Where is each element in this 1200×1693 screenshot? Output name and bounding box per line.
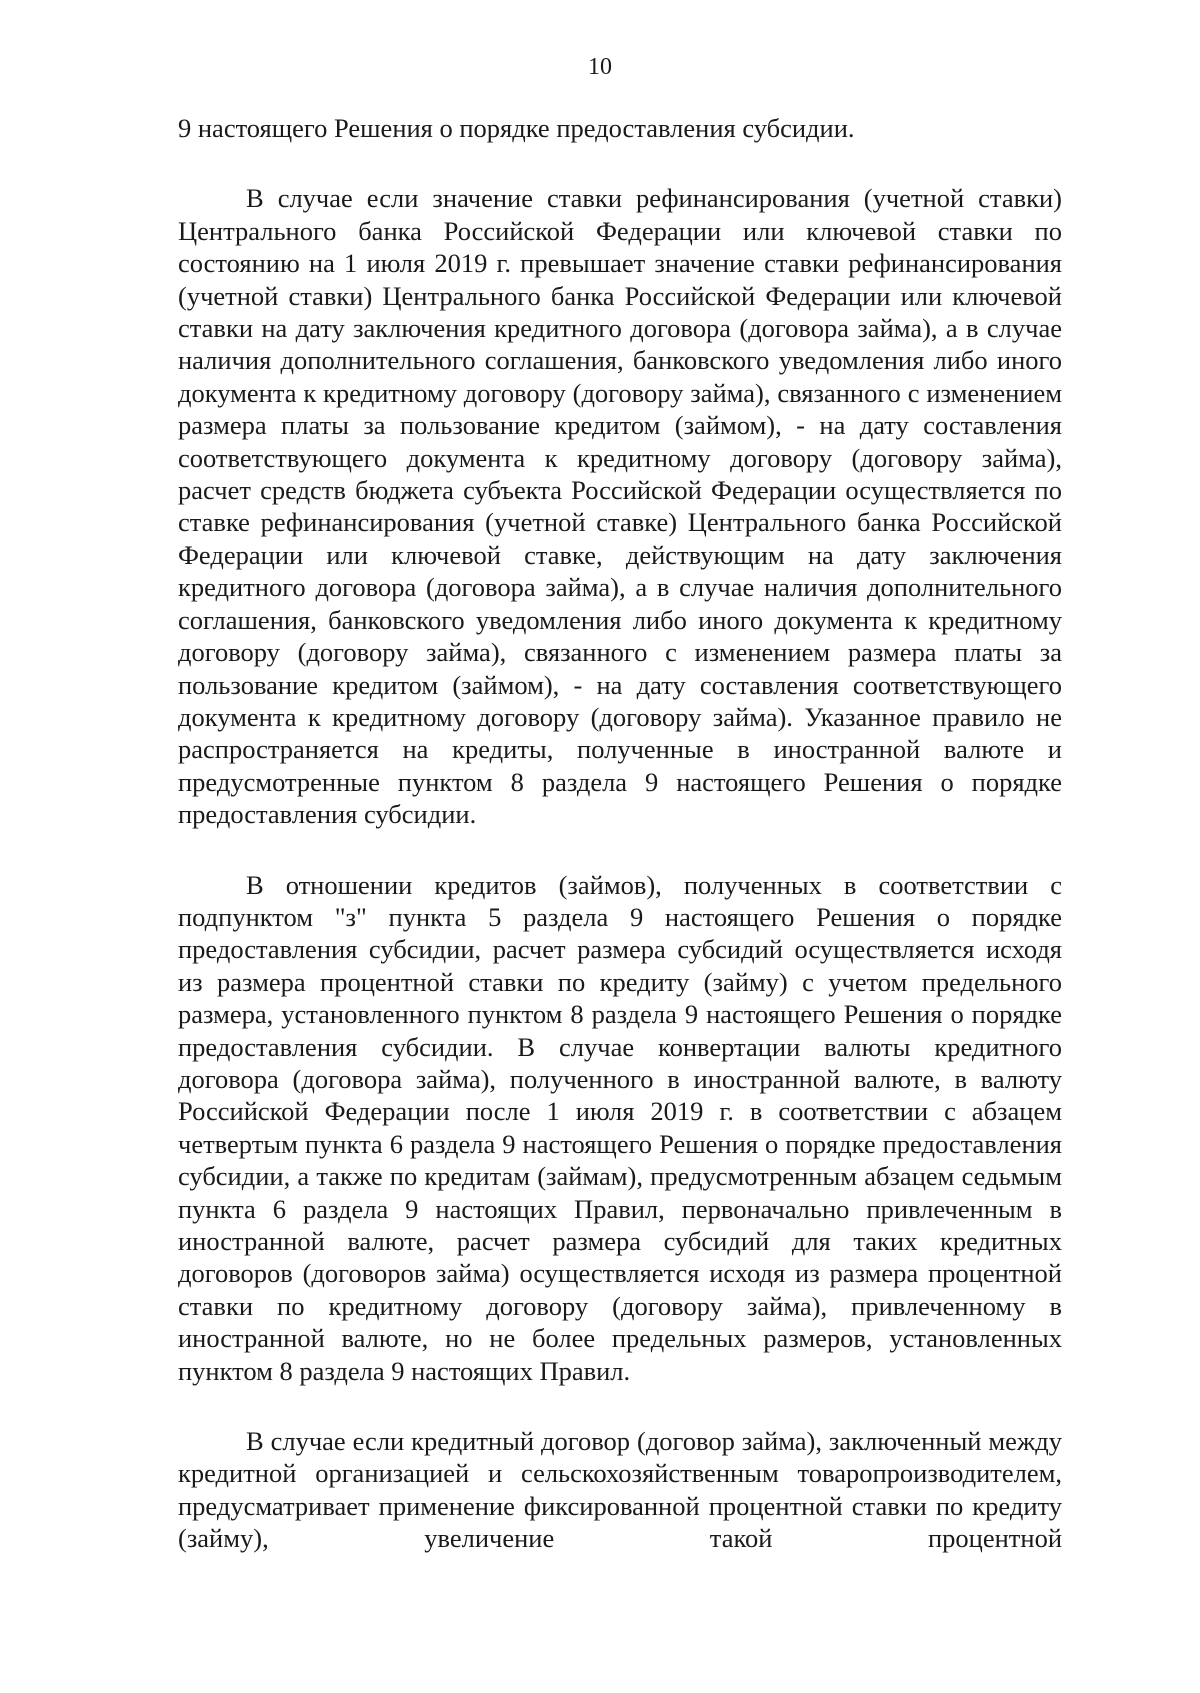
paragraph-refinancing-rate: В случае если значение ставки рефинансирования (учетной ставки) Центрального банка Российской Федерации или ключевой ставки по состоянию на 1 июля 2019 г. превышает значение ставки рефинансирования (учетной ставки) Центрального банка Российской Федерации или ключевой ставки на дату заключения кредитного договора (договора займа), а в случае наличия дополнительного соглашения, банковского уведомления либо иного документа к кредитному договору (договору займа), связанного с изменением размера платы за пользование кредитом (займом), - на дату составления соответствующего документа к кредитному договору (договору займа), расчет средств бюджета субъекта Российской Федерации осуществляется по ставке рефинансирования (учетной ставке) Центрального банка Российской Федерации или ключевой ставке, действующим на дату заключения кредитного договора (договора займа), а в случае наличия дополнительного соглашения, банковского уведомления либо иного документа к кредитному договору (договору займа), связанного с изменением размера платы за пользование кредитом (займом), - на дату составления соответствующего документа к кредитному договору (договору займа). Указанное правило не распространяется на кредиты, полученные в иностранной валюте и предусмотренные пунктом 8 раздела 9 настоящего Решения о порядке предоставления субсидии.	[178, 183, 1062, 830]
paragraph-fixed-rate: В случае если кредитный договор (договор займа), заключенный между кредитной организацией и сельскохозяйственным товаропроизводителем, предусматривает применение фиксированной процентной ставки по кредиту (займу), увеличение такой процентной	[178, 1426, 1062, 1554]
document-body	[178, 112, 1062, 1593]
paragraph-foreign-currency-loans: В отношении кредитов (займов), полученных в соответствии с подпунктом "з" пункта 5 раздела 9 настоящего Решения о порядке предоставления субсидии, расчет размера субсидий осуществляется исходя из размера процентной ставки по кредиту (займу) с учетом предельного размера, установленного пунктом 8 раздела 9 настоящего Решения о порядке предоставления субсидии. В случае конвертации валюты кредитного договора (договора займа), полученного в иностранной валюте, в валюту Российской Федерации после 1 июля 2019 г. в соответствии с абзацем четвертым пункта 6 раздела 9 настоящего Решения о порядке предоставления субсидии, а также по кредитам (займам), предусмотренным абзацем седьмым пункта 6 раздела 9 настоящих Правил, первоначально привлеченным в иностранной валюте, расчет размера субсидий для таких кредитных договоров (договоров займа) осуществляется исходя из размера процентной ставки по кредитному договору (договору займа), привлеченному в иностранной валюте, но не более предельных размеров, установленных пунктом 8 раздела 9 настоящих Правил.	[178, 869, 1062, 1386]
page-number: 10	[588, 54, 612, 80]
paragraph-continuation: 9 настоящего Решения о порядке предоставления субсидии.	[178, 113, 855, 143]
